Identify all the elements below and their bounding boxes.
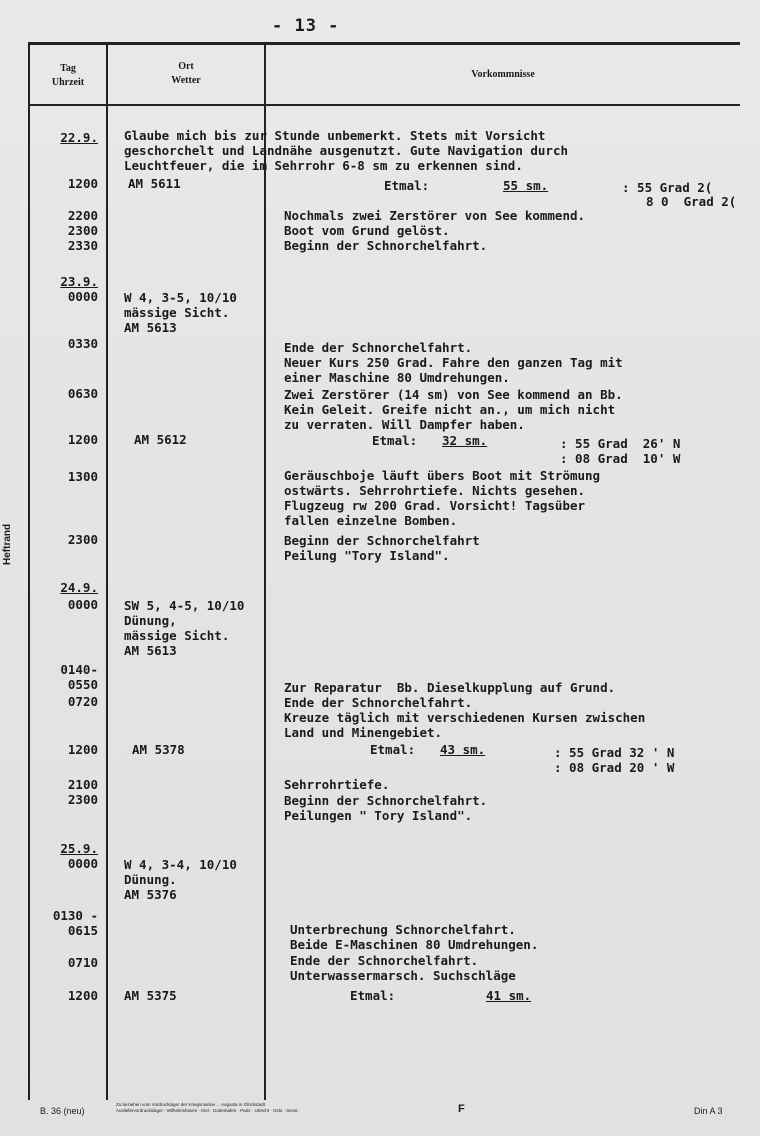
header-vorkommnisse: Vorkommnisse (471, 69, 535, 80)
time-0000: 0000 (67, 856, 98, 871)
etmal-label: Etmal: (370, 742, 416, 757)
log-entry: Ende der Schnorchelfahrt. Kreuze täglich mit verschiedenen Kursen zwischen Land und Minengebiet. (284, 695, 646, 740)
time-2100: 2100 (67, 777, 98, 792)
time-0130-0615: 0130 - 0615 (52, 908, 98, 938)
log-entry: Beginn der Schnorchelfahrt Peilung "Tory Island". (284, 533, 480, 563)
header-tag: Tag (60, 63, 76, 74)
etmal-label: Etmal: (350, 988, 396, 1003)
log-entry: Ende der Schnorchelfahrt. Neuer Kurs 250 Grad. Fahre den ganzen Tag mit einer Maschine 80 Umdrehungen. (284, 340, 623, 385)
time-2330: 2330 (67, 238, 98, 253)
etmal-value: 55 sm. (503, 178, 549, 193)
log-entry: Beginn der Schnorchelfahrt. (284, 238, 488, 253)
log-entry: Nochmals zwei Zerstörer von See kommend. (284, 208, 586, 223)
time-1200: 1200 (67, 176, 98, 191)
time-2300: 2300 (67, 223, 98, 238)
time-1300: 1300 (67, 469, 98, 484)
log-entry: Unterbrechung Schnorchelfahrt. Beide E-Maschinen 80 Umdrehungen. (290, 922, 539, 952)
log-entry: Zwei Zerstörer (14 sm) von See kommend an Bb. Kein Geleit. Greife nicht an., um mich nicht zu verraten. Will Dampfer haben. (284, 387, 623, 432)
date-24-9: 24.9. (60, 580, 98, 595)
etmal-value: 32 sm. (442, 433, 488, 448)
time-1200: 1200 (67, 432, 98, 447)
table-top-border (28, 42, 740, 45)
position-lon: 8 0 Grad 2( (646, 194, 737, 209)
paper-size: Din A 3 (694, 1106, 723, 1116)
etmal-value: 41 sm. (486, 988, 532, 1003)
time-0630: 0630 (67, 386, 98, 401)
log-text-22-9-intro: Glaube mich bis zur Stunde unbemerkt. Stets mit Vorsicht geschorchelt und Landnähe ausgenutzt. Gute Navigation durch Leuchtfeuer, die im Sehrrohr 6-8 sm zu erkennen sind. (124, 128, 569, 173)
time-0330: 0330 (67, 336, 98, 351)
time-0000: 0000 (67, 597, 98, 612)
position-lat: : 55 Grad 26' N (560, 436, 681, 451)
column-divider-2 (264, 42, 266, 1100)
print-notice: Zu beziehen vom Vordrucklager der Kriegsmarine ... Augusta in Glückstadt Ausliefervordruckslager : Wilhelmshaven · Kiel · Gotenhafen · Paris · Utrecht · Oslo · Sevst. (116, 1102, 299, 1113)
column-divider-1 (106, 42, 108, 1100)
weather-position: SW 5, 4-5, 10/10 Dünung, mässige Sicht. AM 5613 (124, 598, 245, 658)
weather-position: W 4, 3-4, 10/10 Dünung. AM 5376 (124, 857, 237, 902)
header-ort-wetter (108, 60, 264, 88)
grid-square: AM 5612 (134, 432, 187, 447)
date-22-9: 22.9. (60, 130, 98, 145)
header-ort: Ort (178, 61, 194, 72)
header-wetter: Wetter (171, 75, 201, 86)
date-25-9: 25.9. (60, 841, 98, 856)
page-number: - 13 - (272, 16, 340, 36)
log-entry: Sehrrohrtiefe. (284, 777, 390, 792)
time-2300: 2300 (67, 792, 98, 807)
log-entry: Beginn der Schnorchelfahrt. Peilungen " Tory Island". (284, 793, 488, 823)
log-entry: Boot vom Grund gelöst. (284, 223, 450, 238)
time-2200: 2200 (67, 208, 98, 223)
log-entry: Ende der Schnorchelfahrt. Unterwassermarsch. Suchschläge (290, 953, 516, 983)
position-lon: : 08 Grad 20 ' W (554, 760, 675, 775)
margin-label-heftrand: Heftrand (2, 523, 13, 565)
table-left-border (28, 42, 30, 1100)
time-0000: 0000 (67, 289, 98, 304)
time-0140-0550: 0140- 0550 (60, 662, 98, 692)
header-uhrzeit: Uhrzeit (51, 77, 85, 88)
etmal-label: Etmal: (372, 433, 418, 448)
time-0720: 0720 (67, 694, 98, 709)
form-mark: F (458, 1103, 465, 1115)
position-lat: : 55 Grad 2( (622, 180, 713, 195)
etmal-value: 43 sm. (440, 742, 486, 757)
header-bottom-border (28, 104, 740, 106)
time-2300: 2300 (67, 532, 98, 547)
etmal-label: Etmal: (384, 178, 430, 193)
time-1200: 1200 (67, 988, 98, 1003)
log-entry: Geräuschboje läuft übers Boot mit Strömung ostwärts. Sehrrohrtiefe. Nichts gesehen. Flugzeug rw 200 Grad. Vorsicht! Tagsüber fallen einzelne Bomben. (284, 468, 601, 528)
grid-square: AM 5378 (132, 742, 185, 757)
grid-square: AM 5611 (128, 176, 181, 191)
grid-square: AM 5375 (124, 988, 177, 1003)
position-lat: : 55 Grad 32 ' N (554, 745, 675, 760)
time-0710: 0710 (67, 955, 98, 970)
form-id: B. 36 (neu) (40, 1106, 85, 1116)
time-1200: 1200 (67, 742, 98, 757)
weather-position: W 4, 3-5, 10/10 mässige Sicht. AM 5613 (124, 290, 237, 335)
header-tag-uhrzeit (30, 62, 106, 90)
position-lon: : 08 Grad 10' W (560, 451, 681, 466)
date-23-9: 23.9. (60, 274, 98, 289)
log-entry: Zur Reparatur Bb. Dieselkupplung auf Grund. (284, 680, 616, 695)
